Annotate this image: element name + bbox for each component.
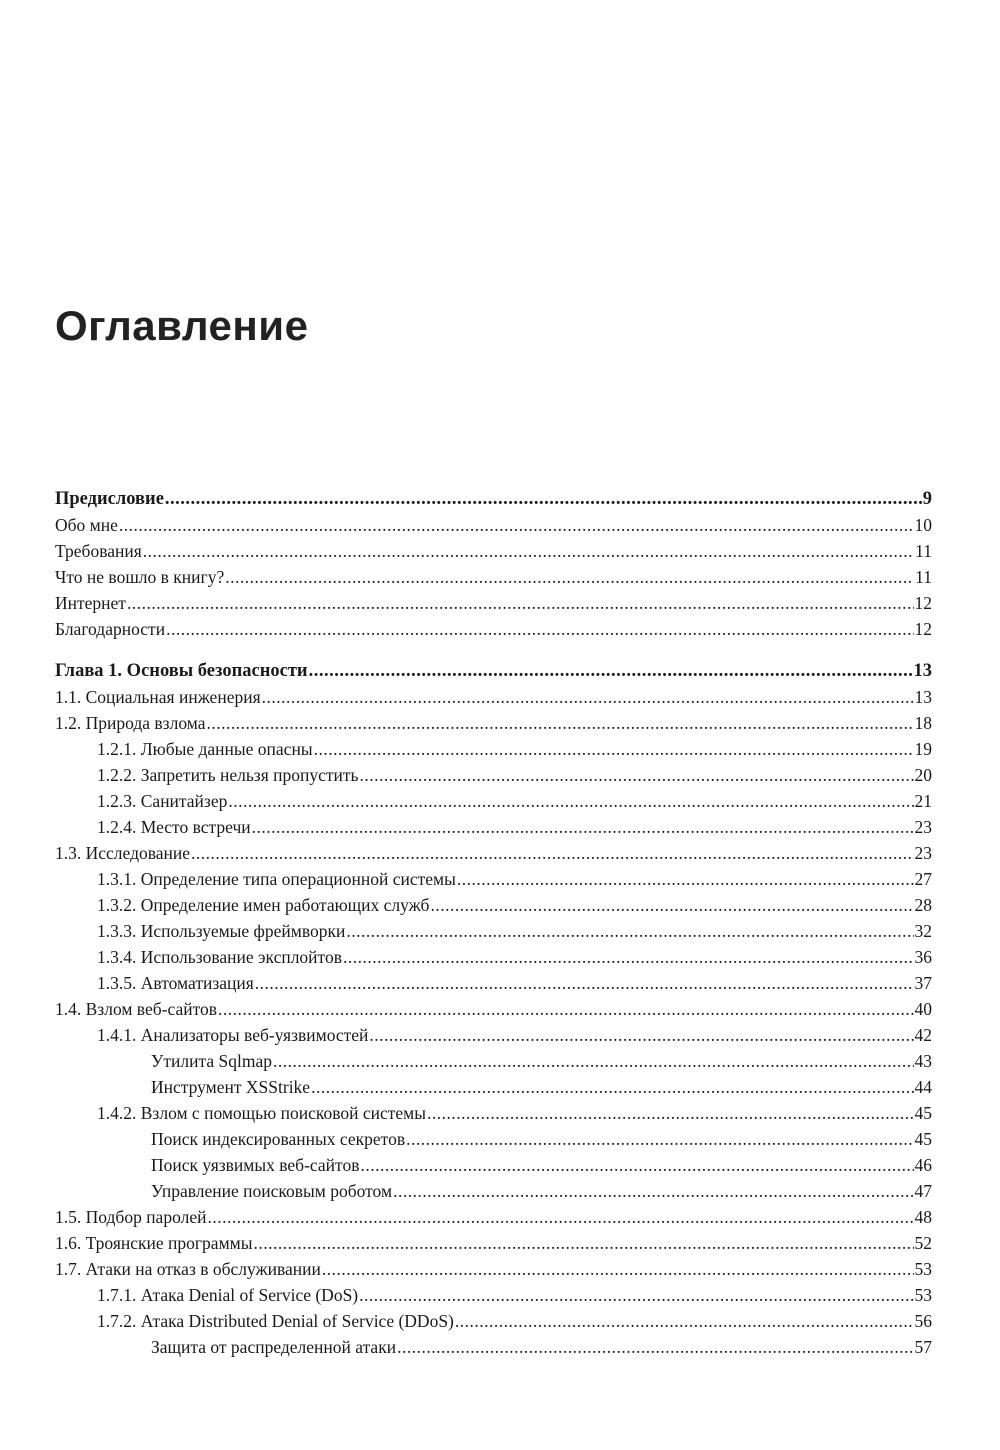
toc-entry[interactable] [55,1126,932,1152]
toc-leader-dots [343,944,914,970]
page-title: Оглавление [55,302,309,349]
toc-entry-label: 1.2. Природа взлома [55,713,206,733]
toc-entry[interactable] [55,710,932,736]
toc-entry-label: Защита от распределенной атаки [151,1337,397,1357]
toc-entry[interactable] [55,1230,932,1256]
toc-entry[interactable] [55,1152,932,1178]
toc-entry-page: 40 [914,999,932,1019]
toc-entry-page: 12 [914,593,932,613]
toc-entry[interactable] [55,762,932,788]
toc-entry-label: 1.3.3. Используемые фреймворки [97,921,346,941]
toc-entry-page: 53 [914,1285,932,1305]
toc-leader-dots [253,1230,913,1256]
toc-entry-page: 47 [914,1181,932,1201]
toc-section [55,658,932,1360]
toc-entry-page: 23 [914,843,932,863]
toc-entry-label: 1.5. Подбор паролей [55,1207,207,1227]
toc-entry[interactable] [55,616,932,642]
toc-leader-dots [346,918,913,944]
toc-entry[interactable] [55,1334,932,1360]
toc-entry-page: 37 [914,973,932,993]
toc-leader-dots [206,710,913,736]
toc-entry[interactable] [55,1178,932,1204]
toc-entry[interactable] [55,736,932,762]
toc-entry-label: Обо мне [55,515,118,535]
toc-entry-page: 42 [914,1025,932,1045]
toc-entry[interactable] [55,1282,932,1308]
toc-entry-page: 13 [914,687,932,707]
toc-leader-dots [165,486,922,512]
toc-entry[interactable] [55,1204,932,1230]
toc-entry-label: 1.2.2. Запретить нельзя пропустить [97,765,359,785]
toc-leader-dots [314,736,914,762]
toc-entry-page: 21 [914,791,932,811]
toc-entry-page: 9 [922,489,932,509]
toc-entry-label: 1.3.4. Использование эксплойтов [97,947,342,967]
toc-leader-dots [311,1074,913,1100]
toc-entry[interactable] [55,1074,932,1100]
toc-entry[interactable] [55,970,932,996]
toc-leader-dots [457,866,914,892]
toc-entry-label: 1.2.4. Место встречи [97,817,251,837]
toc-leader-dots [455,1308,914,1334]
toc-leader-dots [359,1282,913,1308]
toc-leader-dots [360,1152,913,1178]
toc-entry-label: 1.3. Исследование [55,843,191,863]
toc-entry-page: 10 [914,515,932,535]
toc-leader-dots [166,616,913,642]
toc-entry[interactable] [55,1100,932,1126]
toc-entry[interactable] [55,1048,932,1074]
toc-entry[interactable] [55,996,932,1022]
toc-entry-label: 1.7.2. Атака Distributed Denial of Service (DDoS) [97,1311,454,1331]
toc-entry-page: 48 [914,1207,932,1227]
toc-entry-label: 1.4.1. Анализаторы веб-уязвимостей [97,1025,369,1045]
toc-leader-dots [406,1126,913,1152]
toc-leader-dots [207,1204,913,1230]
toc-entry-label: 1.2.1. Любые данные опасны [97,739,313,759]
toc-entry-label: 1.4. Взлом веб-сайтов [55,999,218,1019]
toc-leader-dots [397,1334,913,1360]
toc-entry-label: 1.7.1. Атака Denial of Service (DoS) [97,1285,359,1305]
toc-entry-label: 1.1. Социальная инженерия [55,687,261,707]
toc-entry-page: 27 [914,869,932,889]
toc-entry[interactable] [55,814,932,840]
toc-entry-page: 43 [914,1051,932,1071]
toc-entry[interactable] [55,590,932,616]
toc-entry-label: Благодарности [55,619,166,639]
toc-entry-label: Инструмент XSStrike [151,1077,311,1097]
toc-leader-dots [309,658,913,684]
toc-leader-dots [360,762,914,788]
table-of-contents [55,486,932,1376]
toc-entry[interactable] [55,892,932,918]
toc-entry[interactable] [55,1308,932,1334]
toc-leader-dots [191,840,913,866]
toc-entry-page: 46 [914,1155,932,1175]
toc-entry-label: 1.3.2. Определение имен работающих служб [97,895,430,915]
toc-leader-dots [393,1178,913,1204]
toc-entry-label: Утилита Sqlmap [151,1051,272,1071]
toc-leader-dots [143,538,914,564]
toc-leader-dots [255,970,914,996]
toc-entry-page: 13 [913,661,932,681]
toc-entry-page: 20 [914,765,932,785]
toc-leader-dots [427,1100,914,1126]
toc-entry-page: 44 [914,1077,932,1097]
toc-leader-dots [228,788,913,814]
toc-entry-label: Что не вошло в книгу? [55,567,225,587]
toc-leader-dots [322,1256,914,1282]
toc-entry-label: 1.3.1. Определение типа операционной системы [97,869,456,889]
toc-entry[interactable] [55,538,932,564]
toc-leader-dots [262,684,914,710]
toc-entry-page: 12 [914,619,932,639]
toc-entry-page: 57 [914,1337,932,1357]
toc-entry[interactable] [55,512,932,538]
toc-leader-dots [430,892,913,918]
toc-entry-label: Глава 1. Основы безопасности [55,661,308,681]
toc-leader-dots [369,1022,913,1048]
toc-entry-page: 28 [914,895,932,915]
toc-entry-label: Поиск уязвимых веб-сайтов [151,1155,360,1175]
toc-leader-dots [225,564,914,590]
toc-entry-page: 11 [915,541,932,561]
toc-entry[interactable] [55,866,932,892]
toc-entry[interactable] [55,944,932,970]
toc-section [55,486,932,642]
toc-entry-label: Поиск индексированных секретов [151,1129,406,1149]
toc-entry-page: 32 [914,921,932,941]
toc-entry-label: 1.7. Атаки на отказ в обслуживании [55,1259,321,1279]
toc-entry-page: 36 [914,947,932,967]
toc-entry[interactable] [55,1256,932,1282]
toc-entry-label: Предисловие [55,489,164,509]
toc-entry-page: 56 [914,1311,932,1331]
toc-leader-dots [119,512,914,538]
toc-entry-label: 1.6. Троянские программы [55,1233,253,1253]
toc-entry-page: 53 [914,1259,932,1279]
toc-entry[interactable] [55,684,932,710]
toc-entry-label: Управление поисковым роботом [151,1181,393,1201]
toc-entry[interactable] [55,918,932,944]
toc-leader-dots [218,996,913,1022]
toc-entry-page: 18 [914,713,932,733]
toc-entry[interactable] [55,788,932,814]
toc-leader-dots [252,814,914,840]
toc-entry-label: Требования [55,541,142,561]
toc-entry[interactable] [55,1022,932,1048]
toc-leader-dots [273,1048,914,1074]
toc-entry-page: 52 [914,1233,932,1253]
toc-entry[interactable] [55,564,932,590]
toc-leader-dots [127,590,914,616]
toc-entry-page: 11 [915,567,932,587]
toc-entry-label: 1.2.3. Санитайзер [97,791,228,811]
toc-entry-label: 1.3.5. Автоматизация [97,973,254,993]
toc-entry-label: 1.4.2. Взлом с помощью поисковой системы [97,1103,426,1123]
toc-entry[interactable] [55,840,932,866]
toc-entry-page: 45 [914,1103,932,1123]
toc-entry-page: 45 [914,1129,932,1149]
toc-entry-page: 19 [914,739,932,759]
toc-entry-page: 23 [914,817,932,837]
toc-chapter-entry[interactable] [55,486,932,512]
toc-entry-label: Интернет [55,593,126,613]
toc-chapter-entry[interactable] [55,658,932,684]
